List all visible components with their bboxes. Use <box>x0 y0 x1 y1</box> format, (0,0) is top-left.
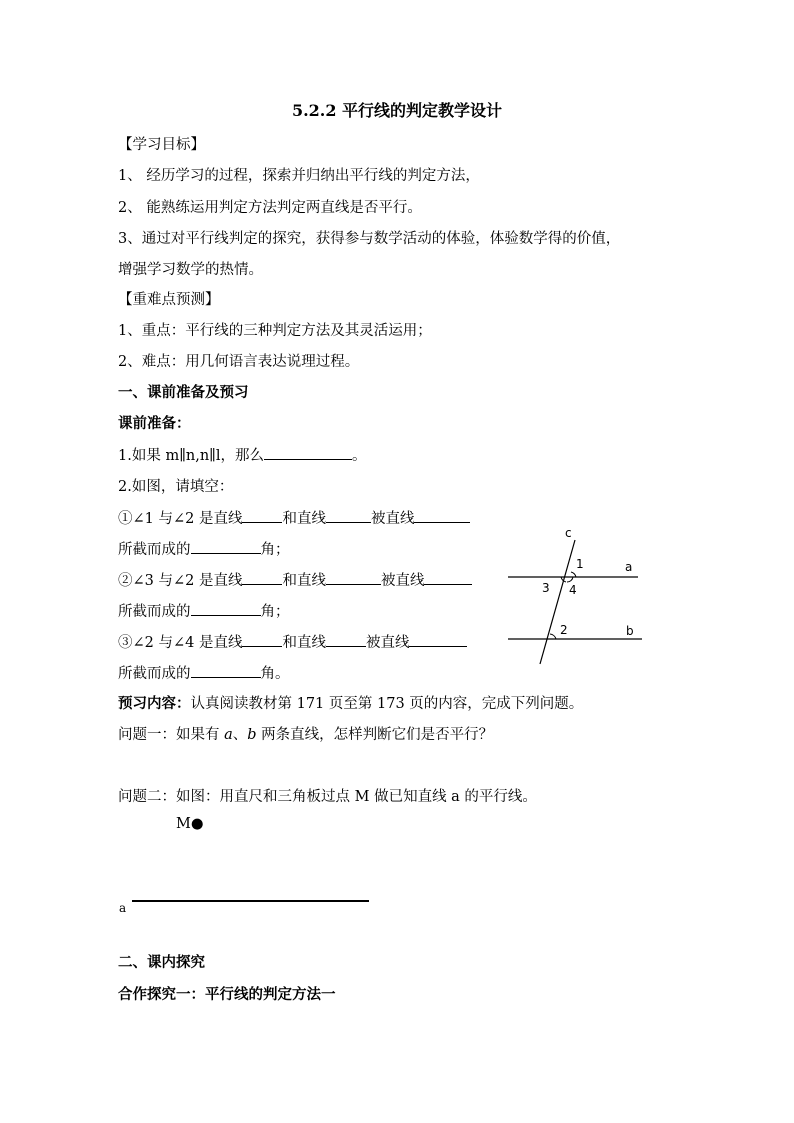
point-m-label: M● <box>176 816 204 832</box>
key-points-header: 【重难点预测】 <box>118 292 220 308</box>
goals-header: 【学习目标】 <box>118 137 205 153</box>
fill-text: 被直线 <box>370 511 415 527</box>
fill-text: 所截而成的 <box>118 666 191 682</box>
fill-text: 被直线 <box>365 635 410 651</box>
variable-a: a <box>224 727 233 743</box>
explore-heading-1: 合作探究一：平行线的判定方法一 <box>118 986 336 1003</box>
fill-text: 和直线 <box>282 573 326 589</box>
prep-question-1-text: 1.如果 m∥n,n∥l，那么 <box>118 448 265 464</box>
label-c: c <box>565 526 572 540</box>
goal-1: 1、 经历学习的过程，探索并归纳出平行线的判定方法， <box>118 168 480 184</box>
fill-text: 角。 <box>260 666 290 682</box>
prep-question-2: 2.如图，请填空： <box>118 479 234 495</box>
variable-b: b <box>247 727 257 743</box>
angle-2-arc <box>550 634 556 639</box>
problem-text: 两条直线，怎样判断它们是否平行？ <box>256 727 494 743</box>
fill-text: ①∠1 与∠2 是直线 <box>118 511 243 527</box>
key-point-1: 1、重点：平行线的三种判定方法及其灵活运用； <box>118 323 432 339</box>
fill-text: 所截而成的 <box>118 604 191 620</box>
fill-text: 角； <box>260 542 290 558</box>
label-angle-3: 3 <box>542 581 550 595</box>
line-a-label: a <box>119 901 127 915</box>
fill-text: 被直线 <box>380 573 425 589</box>
angle-4-arc <box>567 577 573 582</box>
preview-text: 认真阅读教材第 171 页至第 173 页的内容，完成下列问题。 <box>190 696 584 712</box>
label-b: b <box>626 624 634 638</box>
key-point-2: 2、难点：用几何语言表达说理过程。 <box>118 354 360 370</box>
fill-text: ②∠3 与∠2 是直线 <box>118 573 243 589</box>
problem-text: 问题一：如果有 <box>118 727 225 743</box>
fill-text: ③∠2 与∠4 是直线 <box>118 635 243 651</box>
period: 。 <box>352 448 367 464</box>
section-heading-2: 二、课内探究 <box>118 954 205 971</box>
section-heading-1: 一、课前准备及预习 <box>118 384 249 401</box>
goal-2: 2、 能熟练运用判定方法判定两直线是否平行。 <box>118 200 422 216</box>
fill-text: 和直线 <box>282 511 326 527</box>
transversal-c <box>540 540 575 664</box>
problem-2: 问题二：如图：用直尺和三角板过点 M 做已知直线 a 的平行线。 <box>118 789 537 805</box>
label-angle-1: 1 <box>576 557 584 571</box>
label-a: a <box>625 560 633 574</box>
prep-header: 课前准备： <box>118 415 191 432</box>
fill-text: 和直线 <box>282 635 326 651</box>
goal-3-line-1: 3、通过对平行线判定的探究，获得参与数学活动的体验，体验数学得的价值， <box>118 231 621 247</box>
separator: 、 <box>232 727 248 743</box>
fill-text: 所截而成的 <box>118 542 191 558</box>
fill-text: 角； <box>260 604 290 620</box>
preview-label: 预习内容： <box>118 695 191 712</box>
goal-3-line-2: 增强学习数学的热情。 <box>118 262 263 278</box>
label-angle-4: 4 <box>569 583 577 597</box>
label-angle-2: 2 <box>560 623 568 637</box>
angle-1-arc <box>571 572 576 577</box>
page-title: 5.2.2 平行线的判定教学设计 <box>291 101 503 120</box>
